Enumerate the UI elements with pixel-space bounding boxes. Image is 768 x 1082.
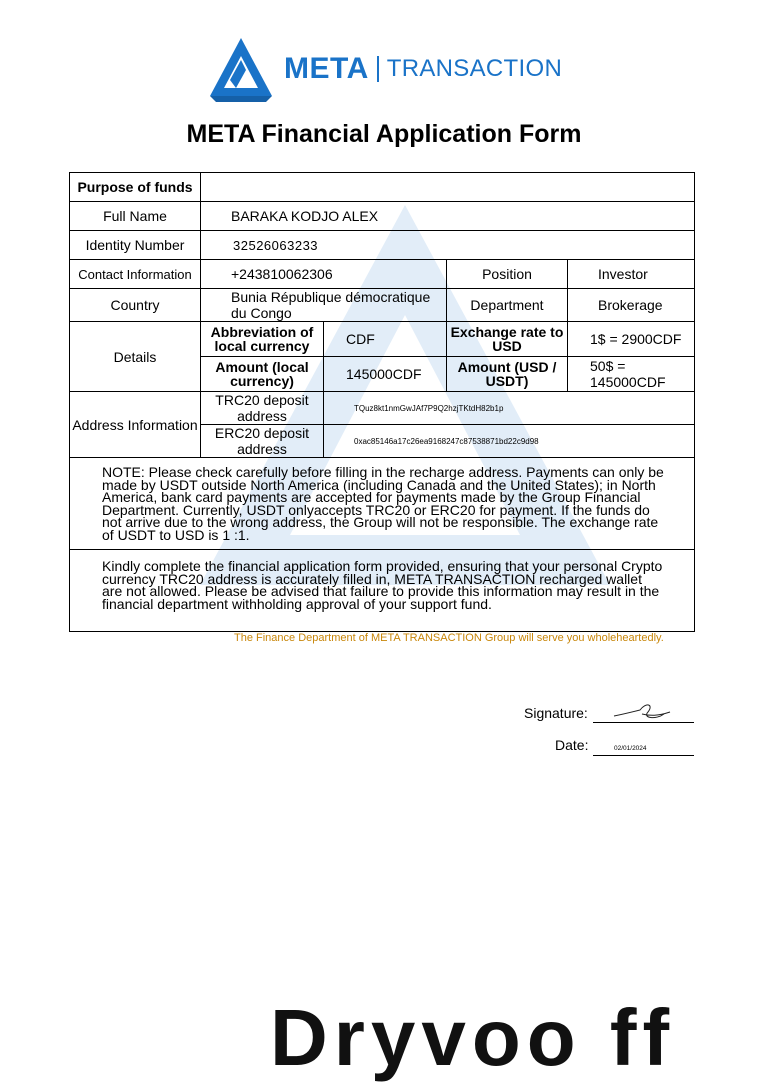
note-text: NOTE: Please check carefully before filling in the recharge address. Payments can only be made by USDT outside North America (including Canada and the United States); in North America, bank card payments are accepted for payments made by the Group Financial Department. Currently, USDT onlyaccepts TRC20 or ERC20 for payment. If the funds do not arrive due to the wrong address, the Group will not be responsible. The exchange rate of USDT to USD is 1 :1. (70, 458, 695, 550)
application-form-table (69, 172, 695, 632)
signature-line[interactable] (593, 722, 694, 723)
identity-label: Identity Number (70, 231, 201, 260)
signature-scribble-icon (612, 698, 672, 724)
brand-name: META (284, 52, 369, 85)
address-label: Address Information (70, 392, 201, 458)
exchange-rate-label: Exchange rate to USD (447, 322, 568, 357)
brand-suffix: TRANSACTION (386, 55, 563, 82)
country-label: Country (70, 289, 201, 322)
amount-usd-label: Amount (USD / USDT) (447, 357, 568, 392)
page-title: META Financial Application Form (186, 120, 582, 148)
amount-local-field[interactable]: 145000CDF (324, 357, 447, 392)
date-label: Date: (555, 737, 589, 753)
purpose-field[interactable] (201, 173, 695, 202)
position-field[interactable]: Investor (568, 260, 695, 289)
trc20-field[interactable]: TQuz8kt1nmGwJAf7P9Q2hzjTKtdH82b1p (324, 392, 695, 425)
country-field[interactable]: Bunia République démocratique du Congo (201, 289, 447, 322)
position-label: Position (447, 260, 568, 289)
abbrev-label: Abbreviation of local currency (201, 322, 324, 357)
meta-logo-icon (206, 34, 276, 104)
erc20-label: ERC20 deposit address (201, 425, 324, 458)
signature-label: Signature: (524, 705, 588, 721)
slogan-text: The Finance Department of META TRANSACTION Group will serve you wholeheartedly. (234, 632, 664, 644)
erc20-field[interactable]: 0xac85146a17c26ea9168247c87538871bd22c9d98 (324, 425, 695, 458)
identity-field[interactable]: 32526063233 (201, 231, 695, 260)
purpose-label: Purpose of funds (70, 173, 201, 202)
department-label: Department (447, 289, 568, 322)
amount-local-label: Amount (local currency) (201, 357, 324, 392)
brand-logo (206, 34, 562, 104)
department-field[interactable]: Brokerage (568, 289, 695, 322)
contact-label: Contact Information (70, 260, 201, 289)
instructions-text: Kindly complete the financial application form provided, ensuring that your personal Crypto currency TRC20 address is accurately filled in, META TRANSACTION recharged wallet are not allowed. Please be advised that failure to provide this information may result in the financial department withholding approval of your support fund. (70, 550, 695, 632)
footer-text: Dryvoo ff (270, 993, 676, 1082)
full-name-field[interactable]: BARAKA KODJO ALEX (201, 202, 695, 231)
exchange-rate-field[interactable]: 1$ = 2900CDF (568, 322, 695, 357)
trc20-label: TRC20 deposit address (201, 392, 324, 425)
details-label: Details (70, 322, 201, 392)
date-value: 02/01/2024 (614, 745, 647, 752)
contact-field[interactable]: +243810062306 (201, 260, 447, 289)
abbrev-field[interactable]: CDF (324, 322, 447, 357)
full-name-label: Full Name (70, 202, 201, 231)
amount-usd-field[interactable]: 50$ = 145000CDF (568, 357, 695, 392)
date-line[interactable] (593, 755, 694, 756)
brand-divider (377, 56, 379, 82)
